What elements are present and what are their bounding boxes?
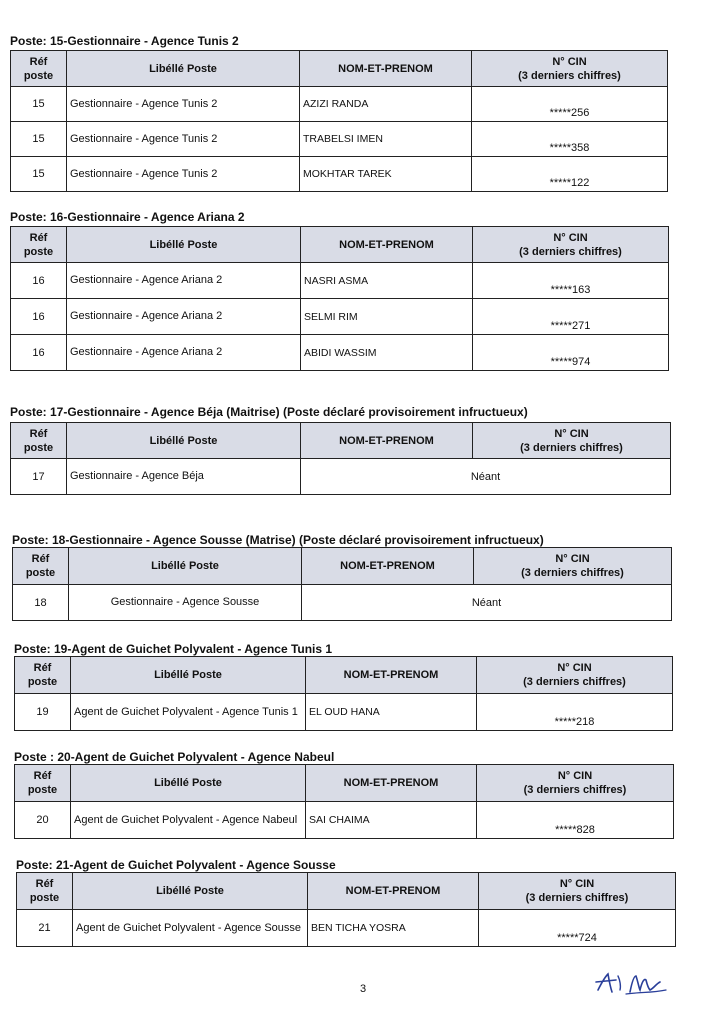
- header-cin-line2: (3 derniers chiffres): [523, 784, 627, 796]
- header-ref: Réf poste: [13, 548, 69, 585]
- header-cin: [477, 765, 674, 802]
- header-nom: NOM-ET-PRENOM: [301, 423, 473, 459]
- poste-table: [10, 226, 669, 371]
- header-nom: NOM-ET-PRENOM: [301, 227, 473, 263]
- cell-cin: *****358: [472, 122, 668, 157]
- table-row: [11, 263, 669, 299]
- header-cin-line2: (3 derniers chiffres): [518, 69, 621, 82]
- poste-table: [14, 764, 674, 839]
- header-cin-line2: (3 derniers chiffres): [525, 892, 629, 904]
- header-libelle: Libéllé Poste: [67, 423, 301, 459]
- cell-nom: NASRI ASMA: [301, 263, 473, 299]
- header-cin-line1: N° CIN: [555, 553, 590, 565]
- cell-ref: 15: [11, 122, 67, 157]
- header-cin-line2: (3 derniers chiffres): [521, 567, 624, 579]
- header-cin: [473, 423, 671, 459]
- header-ref: Réf poste: [15, 765, 71, 802]
- header-cin: [472, 51, 668, 87]
- cell-nom: SAI CHAIMA: [306, 802, 477, 839]
- section-title: Poste: 21-Agent de Guichet Polyvalent - Agence Sousse: [16, 858, 336, 872]
- header-ref: Réf poste: [11, 51, 67, 87]
- cell-cin: *****163: [473, 263, 669, 299]
- table-row: [13, 585, 672, 621]
- poste-table: [12, 547, 672, 621]
- poste-table: [16, 872, 676, 947]
- cell-cin: *****122: [472, 157, 668, 192]
- cell-nom: SELMI RIM: [301, 299, 473, 335]
- header-libelle: Libéllé Poste: [71, 657, 306, 694]
- header-ref: Réf poste: [11, 423, 67, 459]
- header-cin: [477, 657, 673, 694]
- table-row: [11, 87, 668, 122]
- section-title: Poste: 16-Gestionnaire - Agence Ariana 2: [10, 210, 245, 224]
- header-cin: [479, 873, 676, 910]
- cell-ref: 18: [13, 585, 69, 621]
- cell-neant: Néant: [302, 585, 672, 621]
- cell-libelle: Gestionnaire - Agence Sousse: [69, 585, 302, 621]
- table-row: [17, 910, 676, 947]
- cell-cin: *****724: [479, 910, 676, 947]
- header-cin-line1: N° CIN: [554, 427, 589, 440]
- header-libelle: Libéllé Poste: [69, 548, 302, 585]
- cell-ref: 16: [11, 299, 67, 335]
- section-title: Poste : 20-Agent de Guichet Polyvalent - Agence Nabeul: [14, 750, 335, 764]
- poste-table: [10, 422, 671, 495]
- header-nom: NOM-ET-PRENOM: [300, 51, 472, 87]
- cell-cin: *****218: [477, 694, 673, 731]
- section-title: Poste: 18-Gestionnaire - Agence Sousse (Matrise) (Poste déclaré provisoirement infructueux): [12, 533, 544, 547]
- signature-initials: [592, 968, 672, 998]
- cell-nom: EL OUD HANA: [306, 694, 477, 731]
- section-title: Poste: 19-Agent de Guichet Polyvalent - Agence Tunis 1: [14, 642, 333, 656]
- cell-libelle: Gestionnaire - Agence Ariana 2: [67, 299, 301, 335]
- cell-libelle: Agent de Guichet Polyvalent - Agence Nabeul: [71, 802, 306, 839]
- cell-libelle: Gestionnaire - Agence Tunis 2: [67, 122, 300, 157]
- poste-table: [10, 50, 668, 192]
- cell-nom: BEN TICHA YOSRA: [308, 910, 479, 947]
- cell-cin: *****828: [477, 802, 674, 839]
- cell-libelle: Agent de Guichet Polyvalent - Agence Sousse: [73, 910, 308, 947]
- header-ref: Réf poste: [15, 657, 71, 694]
- header-cin-line1: N° CIN: [553, 231, 588, 244]
- section-title: Poste: 17-Gestionnaire - Agence Béja (Maitrise) (Poste déclaré provisoirement infructueux): [10, 405, 528, 419]
- header-cin-line2: (3 derniers chiffres): [520, 441, 623, 454]
- section-title: Poste: 15-Gestionnaire - Agence Tunis 2: [10, 34, 239, 48]
- table-row: [11, 335, 669, 371]
- header-cin-line1: N° CIN: [552, 55, 587, 68]
- cell-ref: 21: [17, 910, 73, 947]
- cell-cin: *****974: [473, 335, 669, 371]
- cell-nom: TRABELSI IMEN: [300, 122, 472, 157]
- table-row: [11, 157, 668, 192]
- cell-ref: 15: [11, 157, 67, 192]
- cell-ref: 15: [11, 87, 67, 122]
- cell-cin: *****256: [472, 87, 668, 122]
- cell-ref: 19: [15, 694, 71, 731]
- header-libelle: Libéllé Poste: [67, 227, 301, 263]
- cell-ref: 16: [11, 263, 67, 299]
- header-libelle: Libéllé Poste: [73, 873, 308, 910]
- table-row: [11, 122, 668, 157]
- header-ref: Réf poste: [11, 227, 67, 263]
- cell-nom: MOKHTAR TAREK: [300, 157, 472, 192]
- cell-libelle: Gestionnaire - Agence Béja: [67, 459, 301, 495]
- header-libelle: Libéllé Poste: [67, 51, 300, 87]
- cell-libelle: Agent de Guichet Polyvalent - Agence Tunis 1: [71, 694, 306, 731]
- cell-libelle: Gestionnaire - Agence Ariana 2: [67, 263, 301, 299]
- header-ref: Réf poste: [17, 873, 73, 910]
- header-cin-line2: (3 derniers chiffres): [523, 676, 626, 688]
- header-cin-line1: N° CIN: [557, 770, 593, 782]
- cell-nom: AZIZI RANDA: [300, 87, 472, 122]
- header-cin-line1: N° CIN: [557, 662, 592, 674]
- header-nom: NOM-ET-PRENOM: [306, 657, 477, 694]
- header-cin-line1: N° CIN: [559, 878, 595, 890]
- table-row: [11, 299, 669, 335]
- table-row: [15, 694, 673, 731]
- table-row: [11, 459, 671, 495]
- cell-libelle: Gestionnaire - Agence Ariana 2: [67, 335, 301, 371]
- table-row: [15, 802, 674, 839]
- cell-libelle: Gestionnaire - Agence Tunis 2: [67, 87, 300, 122]
- cell-neant: Néant: [301, 459, 671, 495]
- cell-ref: 16: [11, 335, 67, 371]
- cell-libelle: Gestionnaire - Agence Tunis 2: [67, 157, 300, 192]
- header-nom: NOM-ET-PRENOM: [308, 873, 479, 910]
- page-number: 3: [360, 983, 367, 995]
- header-nom: NOM-ET-PRENOM: [302, 548, 474, 585]
- cell-ref: 17: [11, 459, 67, 495]
- cell-ref: 20: [15, 802, 71, 839]
- header-nom: NOM-ET-PRENOM: [306, 765, 477, 802]
- header-cin-line2: (3 derniers chiffres): [519, 245, 622, 258]
- header-cin: [474, 548, 672, 585]
- header-libelle: Libéllé Poste: [71, 765, 306, 802]
- cell-cin: *****271: [473, 299, 669, 335]
- cell-nom: ABIDI WASSIM: [301, 335, 473, 371]
- header-cin: [473, 227, 669, 263]
- poste-table: [14, 656, 673, 731]
